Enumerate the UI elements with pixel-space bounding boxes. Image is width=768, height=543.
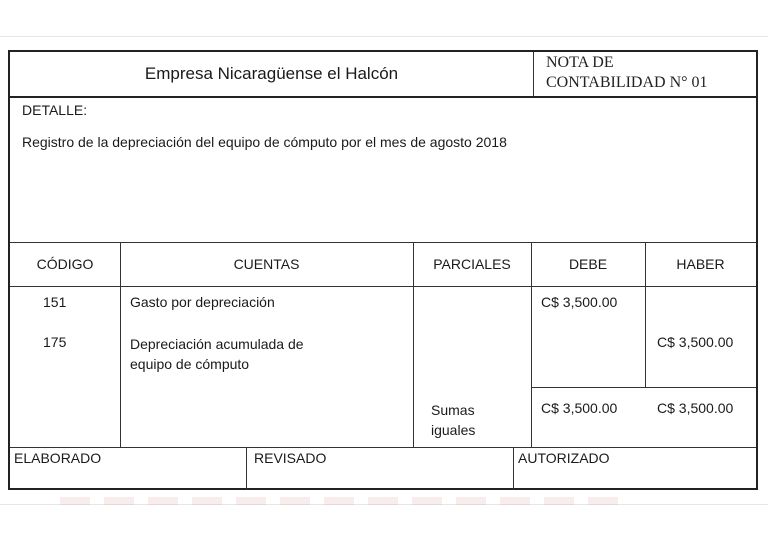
entry-1-debit: C$ 3,500.00 (541, 294, 618, 310)
totals-credit: C$ 3,500.00 (657, 400, 734, 416)
accounting-note-form (8, 50, 758, 490)
company-name: Empresa Nicaragüense el Halcón (144, 64, 399, 83)
signature-top-rule (10, 447, 756, 448)
entry-2-account-line2: equipo de cómputo (130, 356, 250, 372)
header-divider (533, 52, 534, 98)
col-divider-partials (531, 242, 532, 447)
col-divider-debit (645, 242, 646, 387)
col-header-partials: PARCIALES (433, 256, 511, 272)
entry-2-credit: C$ 3,500.00 (657, 334, 734, 350)
totals-label-line1: Sumas (431, 402, 475, 418)
totals-debit: C$ 3,500.00 (541, 400, 618, 416)
note-title-line1: NOTA DE (546, 54, 614, 71)
signature-divider-2 (513, 447, 514, 490)
signature-authorized: AUTORIZADO (518, 450, 610, 466)
col-header-credit: HABER (676, 256, 725, 272)
col-divider-code (120, 242, 121, 447)
col-divider-accounts (413, 242, 414, 447)
detail-label: DETALLE: (22, 102, 88, 118)
totals-label-line2: iguales (431, 422, 476, 438)
page-top-rule (0, 36, 768, 37)
signature-prepared: ELABORADO (14, 450, 102, 466)
col-header-accounts: CUENTAS (233, 256, 300, 272)
entry-2-account (130, 334, 304, 374)
entry-2-code: 175 (43, 334, 67, 350)
entry-1-code: 151 (43, 294, 67, 310)
entry-2-account-line1: Depreciación acumulada de (130, 336, 304, 352)
signature-reviewed: REVISADO (254, 450, 327, 466)
note-title (546, 53, 756, 93)
entry-1-account: Gasto por depreciación (130, 294, 275, 310)
totals-top-rule (531, 387, 756, 388)
note-title-line2: CONTABILIDAD N° 01 (546, 74, 708, 91)
totals-label (431, 400, 475, 440)
detail-text: Registro de la depreciación del equipo de cómputo por el mes de agosto 2018 (22, 134, 507, 150)
col-header-code: CÓDIGO (36, 256, 94, 272)
signature-divider-1 (246, 447, 247, 490)
header-bottom-rule (10, 96, 756, 98)
col-header-debit: DEBE (568, 256, 608, 272)
bleed-through-text (60, 497, 620, 505)
